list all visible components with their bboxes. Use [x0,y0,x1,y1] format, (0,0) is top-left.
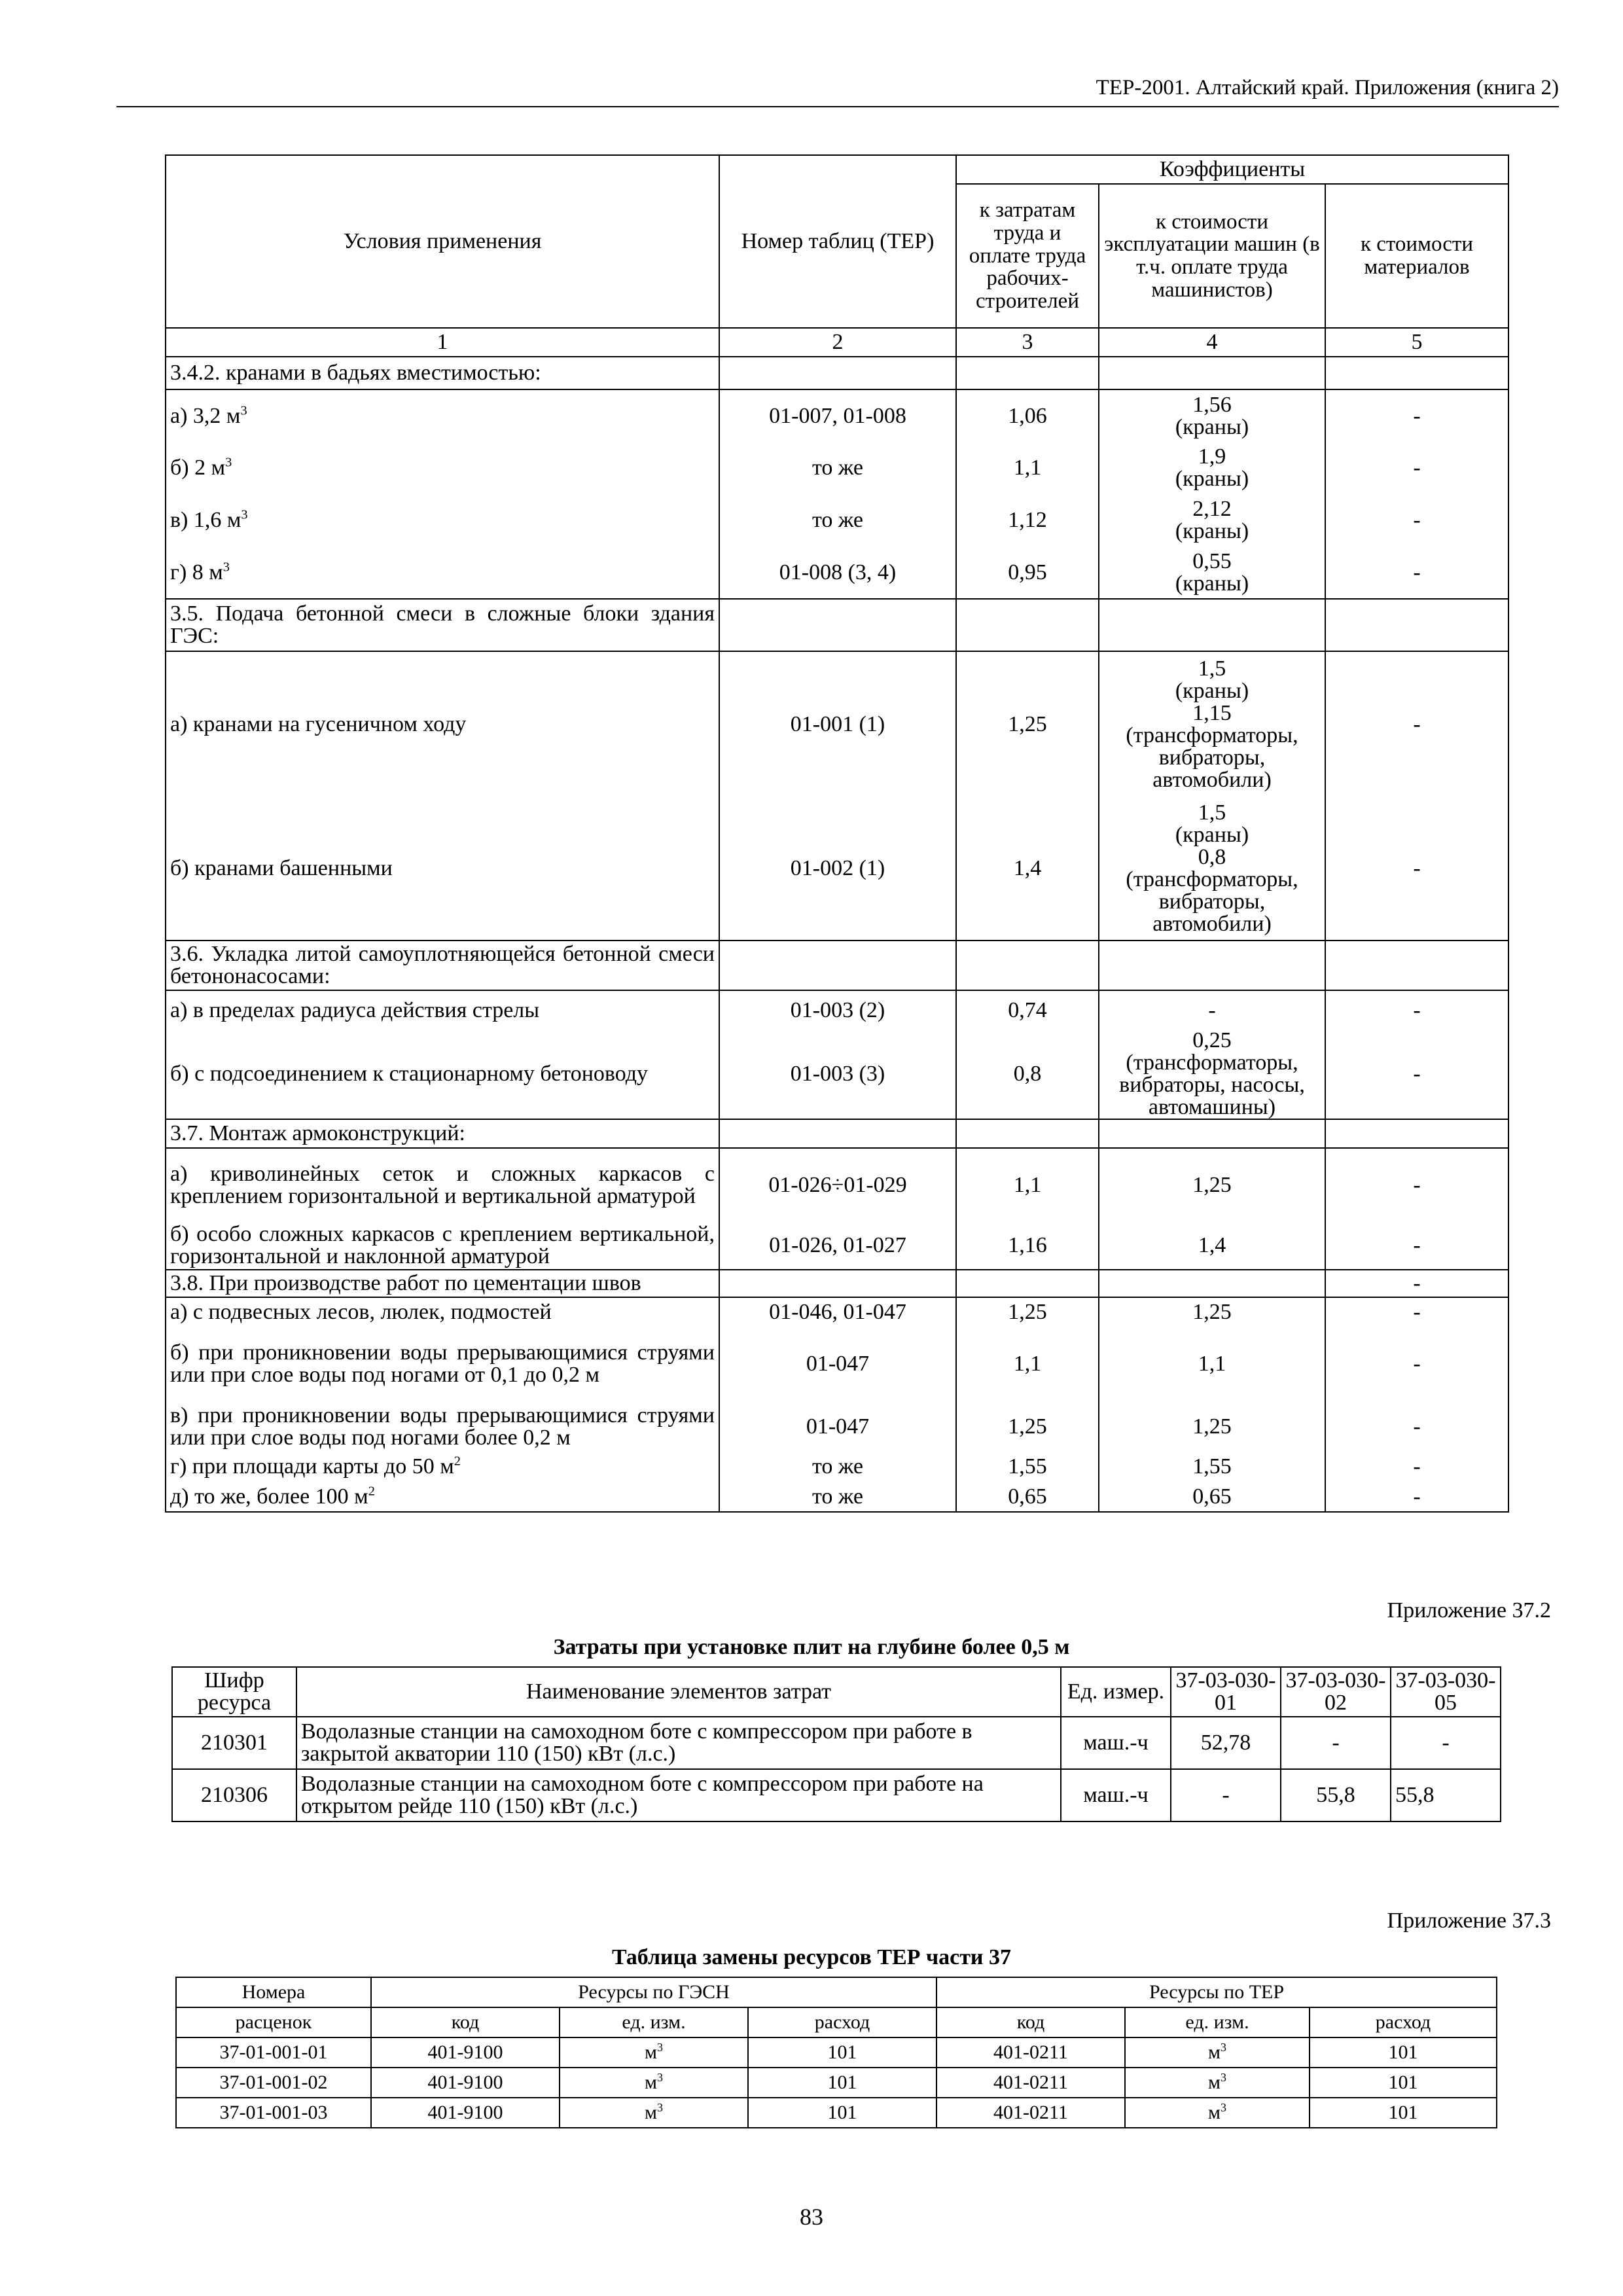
col-header-ter: Ресурсы по ТЕР [936,1977,1497,2007]
group-title: 3.8. При производстве работ по цементации швов [166,1270,719,1297]
col-header: Ед. измер. [1061,1667,1171,1717]
condition-text: б) 2 м [170,456,226,480]
group-title: 3.7. Монтаж армоконструкций: [166,1119,719,1148]
col-header-table-number: Номер таблиц (ТЕР) [719,155,956,328]
col-header: ед. изм. [560,2007,748,2037]
condition-text: в) при проникновении воды прерывающимися струями или при слое воды под ногами более 0,2 м [166,1402,719,1452]
table-row [166,797,1508,941]
col-header: расценок [176,2007,371,2037]
table-row [166,1148,1508,1221]
col-header: расход [1310,2007,1497,2037]
table-row [166,990,1508,1030]
col-header: код [371,2007,560,2037]
col-header: расход [748,2007,936,2037]
table-row: г) 8 $м^3$ 01-008 (3, 4) 0,95 0,55 (краны) - [166,547,1508,599]
value: - [1281,1717,1391,1769]
running-header-title: ТЕР-2001. Алтайский край. Приложения (книга 2) [1096,76,1559,99]
coef-machines: 1,55 [1099,1452,1325,1482]
col-header: Номера [176,1977,371,2007]
condition-text: б) кранами башенными [166,797,719,941]
coef-labor: 1,06 [956,389,1099,442]
table-number: 01-003 (3) [719,1030,956,1119]
coef-materials: - [1325,547,1508,599]
coef-machines: 1,5 (краны) 0,8 (трансформаторы, вибраторы, автомобили) [1099,797,1325,941]
col-number: 4 [1099,328,1325,357]
table-row [166,1030,1508,1119]
costs-table [171,1666,1501,1822]
table-row: 37-01-001-01 401-9100 $м^3$ 101 401-0211 $м^3$ 101 [176,2037,1497,2068]
coef-labor: 1,16 [956,1221,1099,1270]
coef-materials: - [1325,797,1508,941]
coef-machines: 1,5 (краны) 1,15 (трансформаторы, вибраторы, автомобили) [1099,651,1325,797]
coef-machines: 0,25 (трансформаторы, вибраторы, насосы, автомашины) [1099,1030,1325,1119]
coef-labor: 1,12 [956,494,1099,547]
value: 55,8 [1391,1769,1501,1821]
table-number: 01-026, 01-027 [719,1221,956,1270]
coef-materials: - [1325,1030,1508,1119]
table-row: 37-01-001-03 401-9100 $м^3$ 101 401-0211 $м^3$ 101 [176,2098,1497,2128]
coef-materials: - [1325,494,1508,547]
condition-text: г) 8 м [170,560,223,584]
coef-labor: 1,1 [956,1148,1099,1221]
col-header-gesn: Ресурсы по ГЭСН [371,1977,936,2007]
coef-materials: - [1325,990,1508,1030]
table-row [172,1717,1501,1769]
coef-labor: 0,95 [956,547,1099,599]
value: 52,78 [1171,1717,1281,1769]
coef-materials: - [1325,1452,1508,1482]
coef-machines: 0,55 (краны) [1099,547,1325,599]
col-header-materials: к стоимости материалов [1325,184,1508,328]
coef-labor: 1,25 [956,1402,1099,1452]
table-row: а) 3,2 $м^3$ 01-007, 01-008 1,06 1,56 (краны) - [166,389,1508,442]
table-number: то же [719,1452,956,1482]
coef-machines: 2,12 (краны) [1099,494,1325,547]
resource-name: Водолазные станции на самоходном боте с компрессором при работе в закрытой акватории 110 (150) кВт (л.с.) [296,1717,1061,1769]
table-number: 01-026÷01-029 [719,1148,956,1221]
resource-name: Водолазные станции на самоходном боте с компрессором при работе на открытом рейде 110 (150) кВт (л.с.) [296,1769,1061,1821]
coef-machines: 1,25 [1099,1148,1325,1221]
coef-materials: - [1325,1402,1508,1452]
coef-machines: 1,25 [1099,1402,1325,1452]
coef-machines: 0,65 [1099,1482,1325,1512]
coef-materials: - [1325,442,1508,494]
table-caption: Затраты при установке плит на глубине более 0,5 м [553,1635,1070,1659]
table-number: 01-001 (1) [719,651,956,797]
condition-text: а) 3,2 м [170,403,241,428]
coef-labor: 1,55 [956,1452,1099,1482]
table-number: то же [719,442,956,494]
coef-machines: 1,9 (краны) [1099,442,1325,494]
coef-labor: 0,65 [956,1482,1099,1512]
table-row [172,1769,1501,1821]
table-row [166,1270,1508,1297]
value: 55,8 [1281,1769,1391,1821]
table-number: то же [719,494,956,547]
table-row [166,1297,1508,1326]
col-header: Наименование элементов затрат [296,1667,1061,1717]
value: - [1391,1717,1501,1769]
table-number: 01-008 (3, 4) [719,547,956,599]
coef-machines: - [1099,990,1325,1030]
col-header: Шифр ресурса [172,1667,296,1717]
resource-replacement-table [175,1977,1497,2128]
resource-code: 210306 [172,1769,296,1821]
appendix-label: Приложение 37.3 [1387,1909,1551,1933]
resource-code: 210301 [172,1717,296,1769]
table-number: 01-003 (2) [719,990,956,1030]
table-number: 01-002 (1) [719,797,956,941]
col-number: 1 [166,328,719,357]
table-row [166,651,1508,797]
col-number: 5 [1325,328,1508,357]
col-header-labor: к затратам труда и оплате труда рабочих-строителей [956,184,1099,328]
group-title: 3.5. Подача бетонной смеси в сложные блоки здания ГЭС: [166,599,719,651]
coef-machines: 1,4 [1099,1221,1325,1270]
table-row: б) 2 $м^3$ то же 1,1 1,9 (краны) - [166,442,1508,494]
col-header-coefficients: Коэффициенты [956,155,1508,184]
coef-labor: 1,4 [956,797,1099,941]
condition-text: в) 1,6 м [170,508,241,532]
coef-machines: 1,25 [1099,1297,1325,1326]
condition-text: а) криволинейных сеток и сложных каркасов с креплением горизонтальной и вертикальной арматурой [166,1148,719,1221]
coef-labor: 1,1 [956,1326,1099,1402]
coef-machines: 1,1 [1099,1326,1325,1402]
col-number: 3 [956,328,1099,357]
condition-text: а) кранами на гусеничном ходу [166,651,719,797]
coef-materials: - [1325,1297,1508,1326]
table-row: в) 1,6 $м^3$ то же 1,12 2,12 (краны) - [166,494,1508,547]
coefficients-table [165,154,1509,1513]
appendix-label: Приложение 37.2 [1387,1598,1551,1623]
page-number: 83 [800,2204,823,2230]
condition-text: б) с подсоединением к стационарному бетоноводу [166,1030,719,1119]
table-row [166,1402,1508,1452]
coef-machines: 1,56 (краны) [1099,389,1325,442]
coef-materials: - [1325,389,1508,442]
table-row: д) то же, более 100 $м^2$ то же 0,65 0,65 - [166,1482,1508,1512]
condition-text: г) при площади карты до 50 м [170,1454,454,1479]
unit: маш.-ч [1061,1717,1171,1769]
col-header: 37-03-030-02 [1281,1667,1391,1717]
table-number: то же [719,1482,956,1512]
table-number: 01-047 [719,1402,956,1452]
col-header: ед. изм. [1125,2007,1310,2037]
col-number: 2 [719,328,956,357]
table-caption: Таблица замены ресурсов ТЕР части 37 [611,1945,1012,1969]
coef-materials: - [1325,1221,1508,1270]
condition-text: б) особо сложных каркасов с креплением вертикальной, горизонтальной и наклонной арматурой [166,1221,719,1270]
table-row: г) при площади карты до 50 $м^2$ то же 1,55 1,55 - [166,1452,1508,1482]
coef-labor: 1,1 [956,442,1099,494]
coef-materials: - [1325,1270,1508,1297]
value: - [1171,1769,1281,1821]
condition-text: д) то же, более 100 м [170,1484,368,1509]
condition-text: а) в пределах радиуса действия стрелы [166,990,719,1030]
coef-materials: - [1325,1326,1508,1402]
condition-text: а) с подвесных лесов, люлек, подмостей [166,1297,719,1326]
table-number: 01-047 [719,1326,956,1402]
coef-labor: 0,74 [956,990,1099,1030]
coef-labor: 1,25 [956,1297,1099,1326]
coef-labor: 0,8 [956,1030,1099,1119]
group-title: 3.6. Укладка литой самоуплотняющейся бетонной смеси бетононасосами: [166,941,719,990]
table-row [166,357,1508,389]
coef-labor: 1,25 [956,651,1099,797]
table-row: 37-01-001-02 401-9100 $м^3$ 101 401-0211 $м^3$ 101 [176,2068,1497,2098]
table-row [166,1119,1508,1148]
coef-materials: - [1325,1482,1508,1512]
running-header [116,73,1559,107]
col-header-conditions: Условия применения [166,155,719,328]
table-row [166,1326,1508,1402]
col-header-machines: к стоимости эксплуатации машин (в т.ч. оплате труда машинистов) [1099,184,1325,328]
table-number: 01-007, 01-008 [719,389,956,442]
table-row [166,941,1508,990]
table-number: 01-046, 01-047 [719,1297,956,1326]
table-row [166,599,1508,651]
table-row [166,1221,1508,1270]
coef-materials: - [1325,651,1508,797]
coef-materials: - [1325,1148,1508,1221]
col-header: код [936,2007,1125,2037]
unit: маш.-ч [1061,1769,1171,1821]
col-header: 37-03-030-05 [1391,1667,1501,1717]
col-header: 37-03-030-01 [1171,1667,1281,1717]
condition-text: б) при проникновении воды прерывающимися струями или при слое воды под ногами от 0,1 до 0,2 м [166,1326,719,1402]
group-title: 3.4.2. кранами в бадьях вместимостью: [166,357,719,389]
